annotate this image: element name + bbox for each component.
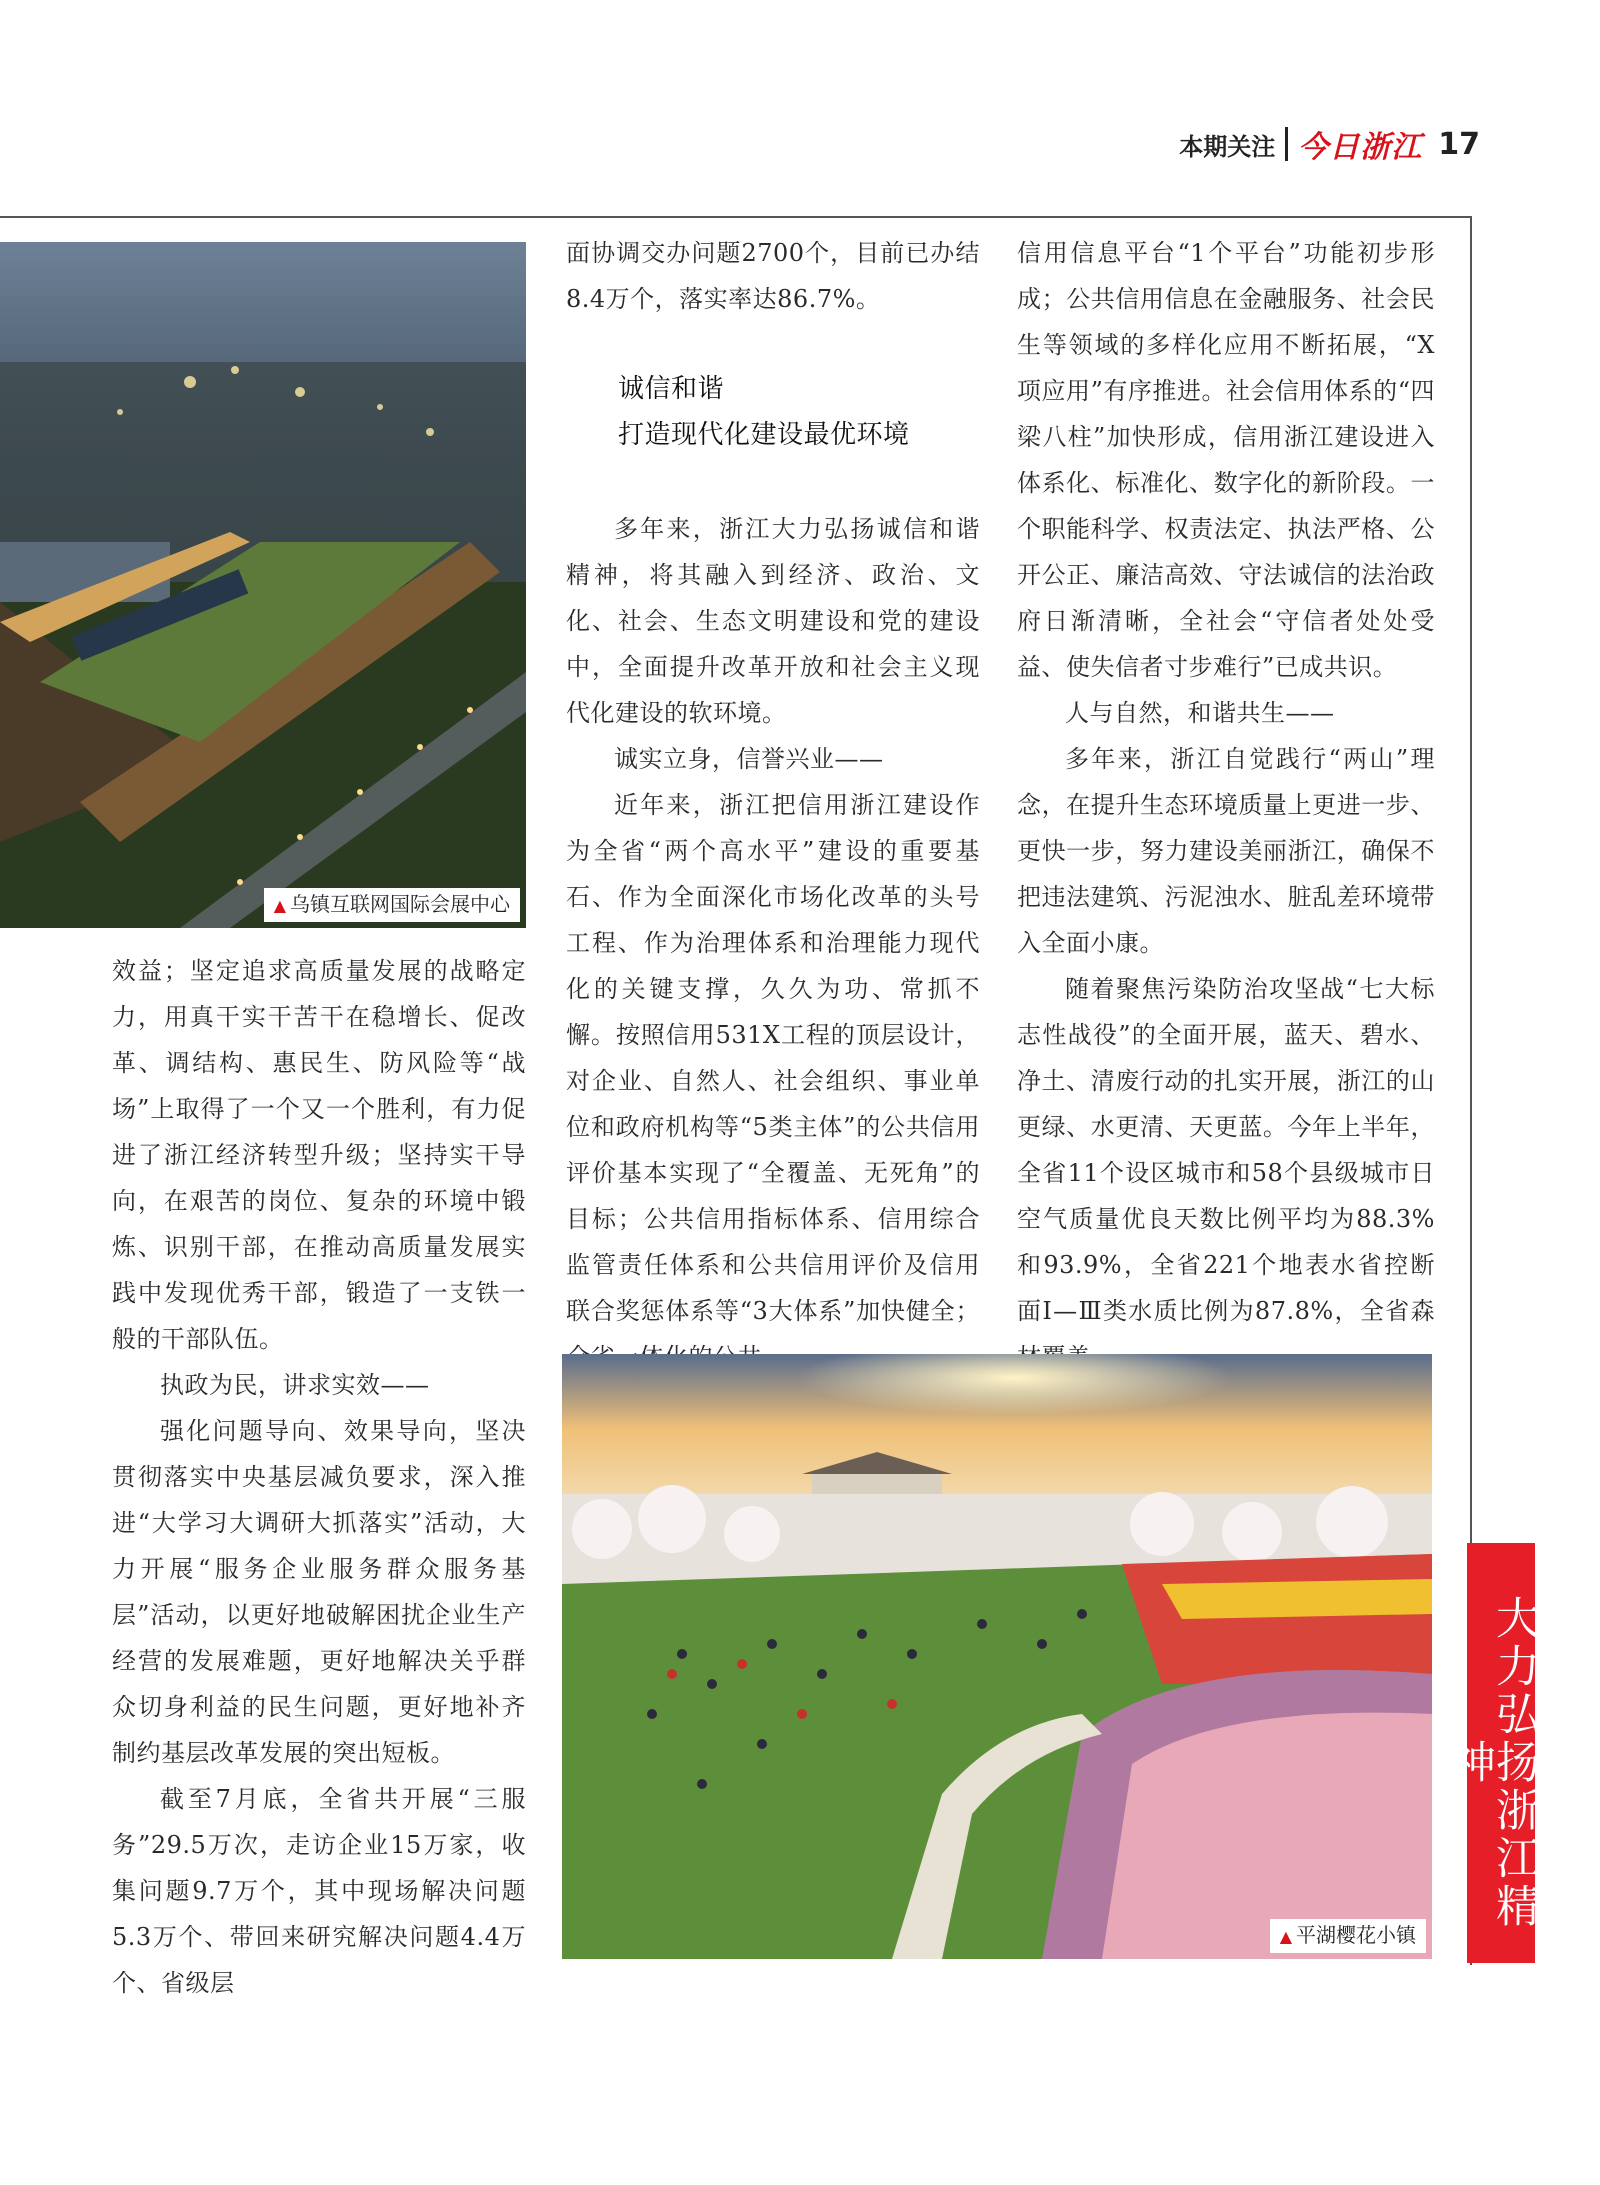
photo-pinghu-cherry-town xyxy=(562,1354,1432,1959)
page-number: 17 xyxy=(1438,126,1480,162)
side-banner xyxy=(1444,1543,1539,1963)
paragraph: 近年来，浙江把信用浙江建设作为全省“两个高水平”建设的重要基石、作为全面深化市场化改革的头号工程、作为治理体系和治理能力现代化的关键支撑，久久为功、常抓不懈。按照信用531X工程的顶层设计，对企业、自然人、社会组织、事业单位和政府机构等“5类主体”的公共信用评价基本实现了“全覆盖、无死角”的目标；公共信用指标体系、信用综合监管责任体系和公共信用评价及信用联合奖惩体系等“3大体系”加快健全； xyxy=(566,791,980,1325)
article-column-3 xyxy=(1017,230,1435,1380)
caption-text: 乌镇互联网国际会展中心 xyxy=(290,892,510,916)
paragraph: 随着聚焦污染防治攻坚战“七大标志性战役”的全面开展，蓝天、碧水、净土、清废行动的扎实开展，浙江的山更绿、水更清、天更蓝。今年上半年，全省11个设区城市和58个县级城市日空气质量优良天数比例平均为88.3%和93.9%，全省221个地表水省控断面Ⅰ—Ⅲ类水质比例为87.8%，全省森 xyxy=(1017,975,1435,1325)
photo-caption xyxy=(1270,1919,1426,1953)
photo-caption xyxy=(264,888,520,922)
caption-triangle-icon: ▲ xyxy=(273,896,286,915)
photo-wuzhen-illustration xyxy=(0,242,526,928)
frame-top-rule xyxy=(0,216,1472,218)
paragraph: 面协调交办问题2700个，目前已办结8.4万个，落实率达86.7%。 xyxy=(566,239,980,313)
subheading-paragraph: 执政为民，讲求实效—— xyxy=(160,1371,430,1399)
page-header xyxy=(1179,122,1480,166)
paragraph: 多年来，浙江自觉践行“两山”理念，在提升生态环境质量上更进一步、更快一步，努力建设美丽浙江，确保不把违法建筑、污泥浊水、脏乱差环境带入全面小康。 xyxy=(1017,745,1435,957)
paragraph: 多年来，浙江大力弘扬诚信和谐精神，将其融入到经济、政治、文化、社会、生态文明建设和党的建设中，全面提升改革开放和社会主义现代化建设的软环境。 xyxy=(566,515,980,727)
photo-pinghu-illustration xyxy=(562,1354,1432,1959)
magazine-logo: 今日浙江 xyxy=(1298,130,1423,165)
article-column-1 xyxy=(112,948,526,2006)
section-heading-line-1: 诚信和谐 xyxy=(618,374,725,404)
section-label: 本期关注 xyxy=(1179,132,1276,161)
side-banner-text: 大力弘扬浙江精神 xyxy=(1444,1595,1539,1931)
section-heading-line-2: 打造现代化建设最优环境 xyxy=(618,420,910,450)
paragraph: 信用信息平台“1个平台”功能初步形成；公共信用信息在金融服务、社会民生等领域的多样化应用不断拓展，“X项应用”有序推进。社会信用体系的“四梁八柱”加快形成，信用浙江建设进入体系化、标准化、数字化的新阶段。一个职能科学、权责法定、执法严格、公开公正、廉洁高效、守法诚信的法治政府日渐清晰，全社会“守信者处处受益、使失信者寸步难行”已成共识。 xyxy=(1017,239,1435,681)
subheading-paragraph: 人与自然，和谐共生—— xyxy=(1065,699,1335,727)
article-column-2 xyxy=(566,230,980,1380)
header-divider xyxy=(1285,127,1288,161)
photo-wuzhen-exhibition-center xyxy=(0,242,526,928)
paragraph: 效益；坚定追求高质量发展的战略定力，用真干实干苦干在稳增长、促改革、调结构、惠民生、防风险等“战场”上取得了一个又一个胜利，有力促进了浙江经济转型升级；坚持实干导向，在艰苦的岗位、复杂的环境中锻炼、识别干部，在推动高质量发展实践中发现优秀干部，锻造了一支铁一般的干部队伍。 xyxy=(112,957,526,1353)
caption-triangle-icon: ▲ xyxy=(1279,1927,1292,1946)
caption-text: 平湖樱花小镇 xyxy=(1296,1923,1416,1947)
paragraph: 强化问题导向、效果导向，坚决贯彻落实中央基层减负要求，深入推进“大学习大调研大抓落实”活动，大力开展“服务企业服务群众服务基层”活动，以更好地破解困扰企业生产经营的发展难题，更好地解决关乎群众切身利益的民生问题，更好地补齐制约基层改革发展的突出短板。 xyxy=(112,1417,526,1767)
paragraph: 截至7月底，全省共开展“三服务”29.5万次，走访企业15万家，收集问题9.7万个，其中现场解决问题5.3万个、带回来研究解决问题4.4万个、省级层 xyxy=(112,1785,526,1997)
section-heading xyxy=(566,366,980,458)
subheading-paragraph: 诚实立身，信誉兴业—— xyxy=(614,745,884,773)
